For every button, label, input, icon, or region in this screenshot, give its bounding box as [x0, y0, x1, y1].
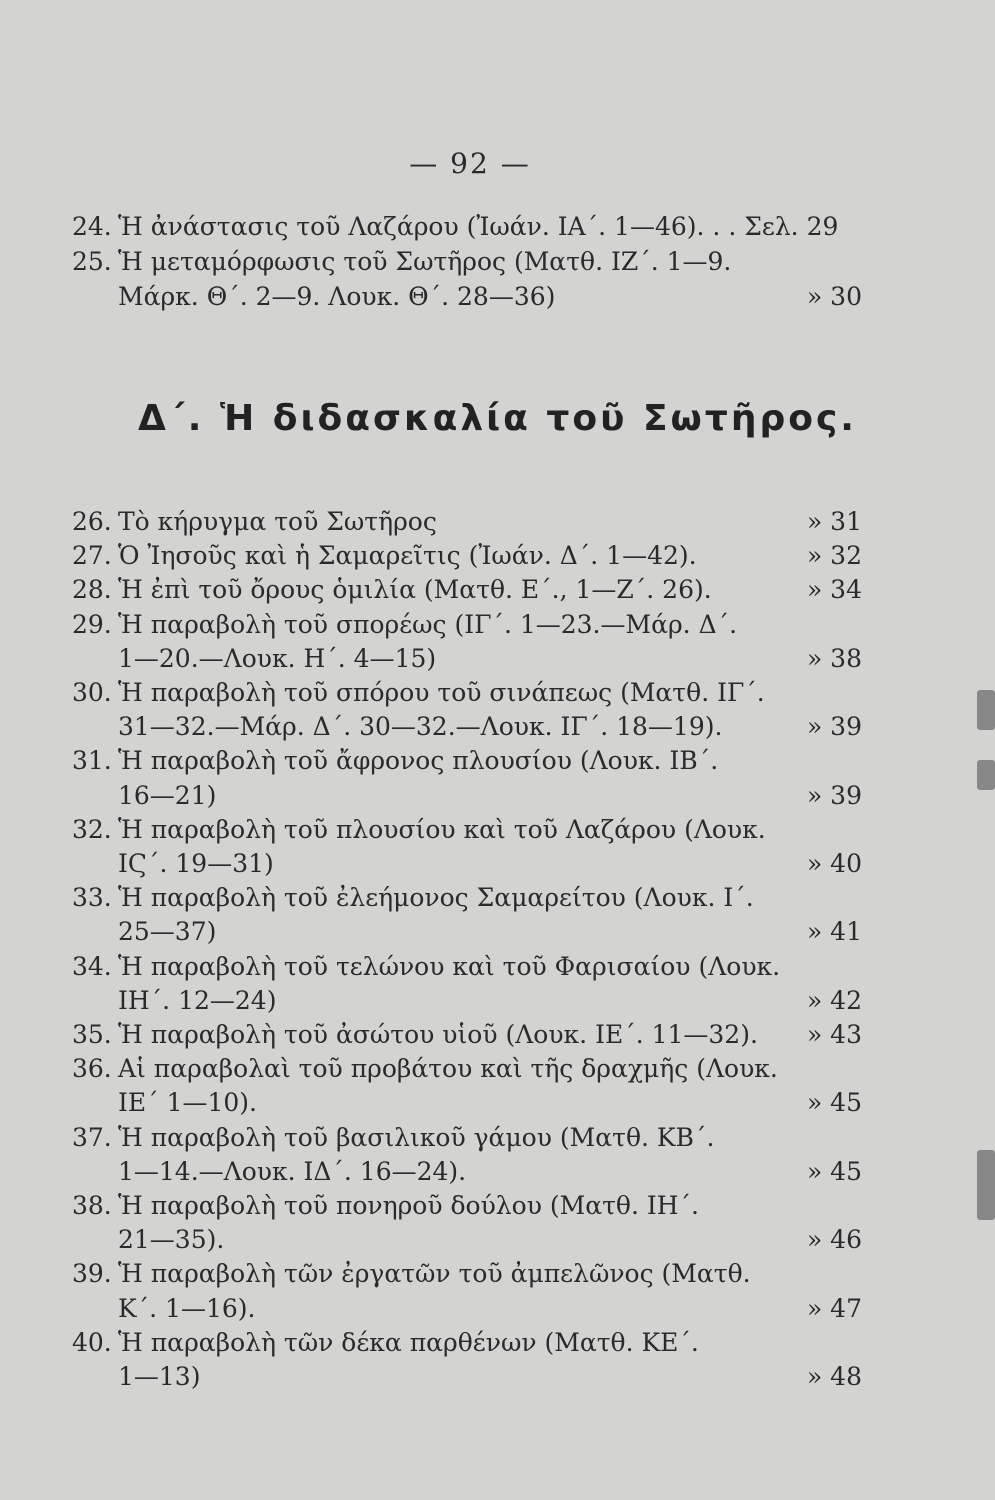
- toc-line: [72, 779, 862, 813]
- toc-line: [72, 1052, 862, 1086]
- entry-title: Ἡ παραβολὴ τοῦ ἀσώτου υἱοῦ (Λουκ. ΙΕ΄. 11—32).: [118, 1020, 758, 1049]
- entry-number: 32.: [72, 814, 112, 844]
- toc-line: [72, 1223, 862, 1257]
- section-heading: Δ΄. Ἡ διδασκαλία τοῦ Σωτῆρος.: [138, 398, 857, 439]
- entry-number: 24.: [72, 212, 112, 241]
- entry-title: Ἡ ἀνάστασις τοῦ Λαζάρου (Ἰωάν. ΙΑ΄. 1—46). . . Σελ. 29: [118, 212, 839, 241]
- toc-line: [72, 881, 862, 915]
- entry-title: Μάρκ. Θ΄. 2—9. Λουκ. Θ΄. 28—36): [118, 282, 556, 311]
- toc-line: [72, 710, 862, 744]
- entry-number: 29.: [72, 609, 112, 639]
- page-reference: » 38: [806, 643, 862, 673]
- entry-title: ΙΕ΄ 1—10).: [118, 1088, 257, 1118]
- entry-title: 31—32.—Μάρ. Δ΄. 30—32.—Λουκ. ΙΓ΄. 18—19).: [118, 712, 723, 742]
- entry-title: Ἡ παραβολὴ τοῦ σπόρου τοῦ σινάπεως (Ματθ. ΙΓ΄.: [118, 678, 765, 707]
- entry-number: 39.: [72, 1259, 112, 1289]
- toc-line: [72, 573, 862, 607]
- entry-title: 1—20.—Λουκ. Η΄. 4—15): [118, 643, 437, 673]
- page-reference: » 32: [806, 541, 862, 571]
- toc-line: [72, 539, 862, 573]
- toc-line: [72, 1086, 862, 1120]
- page-edge-mark: [977, 760, 995, 790]
- entry-number: 40.: [72, 1327, 112, 1357]
- page-reference: » 42: [806, 985, 862, 1015]
- entry-number: 38.: [72, 1191, 112, 1220]
- page-reference: » 45: [806, 1156, 862, 1186]
- page-reference: » 43: [806, 1020, 862, 1049]
- toc-line: [72, 915, 862, 949]
- entry-number: 31.: [72, 746, 112, 776]
- entry-number: 30.: [72, 678, 112, 707]
- entry-title: ΙϚ΄. 19—31): [118, 849, 274, 878]
- entry-number: 26.: [72, 507, 112, 536]
- entry-title: Ἡ παραβολὴ τοῦ σπορέως (ΙΓ΄. 1—23.—Μάρ. Δ΄.: [118, 609, 738, 639]
- entry-title: Ἡ παραβολὴ τῶν ἐργατῶν τοῦ ἀμπελῶνος (Ματθ.: [118, 1259, 751, 1289]
- entry-title: Ἡ ἐπὶ τοῦ ὄρους ὁμιλία (Ματθ. Ε΄., 1—Ζ΄. 26).: [118, 575, 712, 605]
- toc-line: [72, 950, 862, 984]
- entry-title: Κ΄. 1—16).: [118, 1293, 256, 1323]
- toc-line: [72, 1121, 862, 1155]
- entry-title: Ἡ μεταμόρφωσις τοῦ Σωτῆρος (Ματθ. ΙΖ΄. 1—9.: [118, 247, 732, 276]
- entry-title: Τὸ κήρυγμα τοῦ Σωτῆρος: [118, 507, 437, 536]
- toc-line: [72, 642, 862, 676]
- entry-number: 28.: [72, 575, 112, 605]
- entry-title: ΙΗ΄. 12—24): [118, 985, 277, 1015]
- page-reference: » 45: [806, 1088, 862, 1118]
- entry-title: 1—13): [118, 1362, 201, 1391]
- entry-title: Ἡ παραβολὴ τοῦ τελώνου καὶ τοῦ Φαρισαίου (Λουκ.: [118, 951, 781, 981]
- page-reference: » 30: [806, 282, 862, 311]
- entry-number: 34.: [72, 951, 112, 981]
- entry-title: 21—35).: [118, 1225, 225, 1255]
- entry-title: 25—37): [118, 917, 217, 947]
- page-reference: » 31: [806, 507, 862, 536]
- toc-line: [72, 984, 862, 1018]
- page-reference: » 46: [806, 1225, 862, 1255]
- page-edge-mark: [977, 690, 995, 730]
- entry-title: Αἱ παραβολαὶ τοῦ προβάτου καὶ τῆς δραχμῆς (Λουκ.: [118, 1054, 778, 1084]
- toc-line: [72, 1292, 862, 1326]
- page-number: — 92 —: [409, 147, 531, 180]
- page-reference: » 40: [806, 849, 862, 878]
- entry-title: Ἡ παραβολὴ τοῦ ἐλεήμονος Σαμαρείτου (Λουκ. Ι΄.: [118, 883, 754, 913]
- page-reference: » 48: [806, 1362, 862, 1391]
- page-reference: » 41: [806, 917, 862, 947]
- toc-line: [72, 1257, 862, 1291]
- page-reference: » 47: [806, 1293, 862, 1323]
- entry-number: 37.: [72, 1122, 112, 1152]
- toc-line: [72, 608, 862, 642]
- entry-title: Ὁ Ἰησοῦς καὶ ἡ Σαμαρεῖτις (Ἰωάν. Δ΄. 1—42).: [118, 541, 697, 571]
- toc-line: [72, 210, 862, 244]
- toc-line: [72, 744, 862, 778]
- entry-title: Ἡ παραβολὴ τοῦ βασιλικοῦ γάμου (Ματθ. ΚΒ΄.: [118, 1122, 715, 1152]
- toc-line: [72, 676, 862, 710]
- toc-line: [72, 1018, 862, 1052]
- toc-line: [72, 1360, 862, 1394]
- entry-title: 16—21): [118, 780, 217, 810]
- entry-number: 36.: [72, 1054, 112, 1084]
- entry-number: 27.: [72, 541, 112, 571]
- entry-title: 1—14.—Λουκ. ΙΔ΄. 16—24).: [118, 1156, 467, 1186]
- toc-line: [72, 505, 862, 539]
- toc-line: [72, 847, 862, 881]
- toc-line: [72, 245, 862, 279]
- page-reference: » 39: [806, 780, 862, 810]
- toc-line: [72, 1189, 862, 1223]
- page-edge-mark: [977, 1150, 995, 1220]
- page-reference: » 34: [806, 575, 862, 605]
- entry-number: 33.: [72, 883, 112, 913]
- entry-title: Ἡ παραβολὴ τοῦ ἄφρονος πλουσίου (Λουκ. ΙΒ΄.: [118, 746, 719, 776]
- toc-line: [72, 1155, 862, 1189]
- toc-line: [72, 1326, 862, 1360]
- entry-title: Ἡ παραβολὴ τοῦ πλουσίου καὶ τοῦ Λαζάρου (Λουκ.: [118, 814, 766, 844]
- toc-line: [72, 280, 862, 314]
- entry-number: 25.: [72, 247, 112, 276]
- entry-title: Ἡ παραβολὴ τῶν δέκα παρθένων (Ματθ. ΚΕ΄.: [118, 1327, 699, 1357]
- page-reference: » 39: [806, 712, 862, 742]
- toc-line: [72, 813, 862, 847]
- entry-title: Ἡ παραβολὴ τοῦ πονηροῦ δούλου (Ματθ. ΙΗ΄.: [118, 1191, 699, 1220]
- entry-number: 35.: [72, 1020, 112, 1049]
